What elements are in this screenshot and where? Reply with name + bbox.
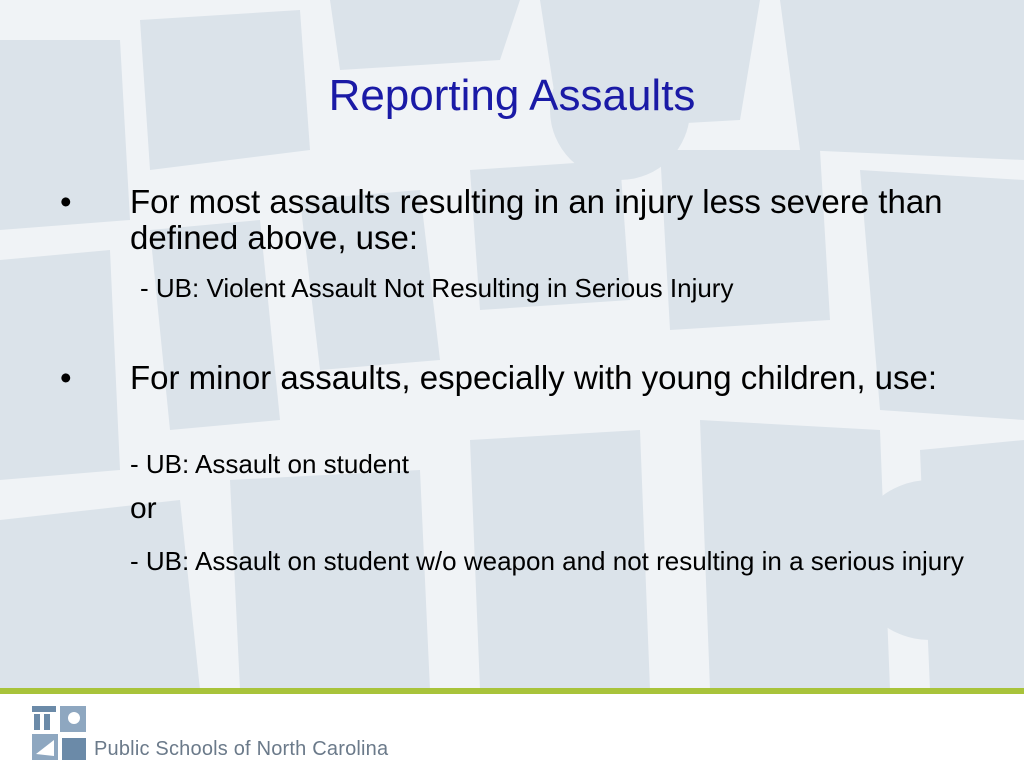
bullet-text: For most assaults resulting in an injury less severe than defined above, use: [130, 183, 943, 256]
bullet-marker: • [60, 183, 72, 220]
nc-schools-logo-icon [30, 704, 88, 762]
sub-item: - UB: Violent Assault Not Resulting in Serious Injury [140, 273, 734, 303]
bullet-marker: • [60, 359, 72, 396]
footer-divider [0, 688, 1024, 694]
sub-item: - UB: Assault on student w/o weapon and not resulting in a serious injury [130, 546, 964, 576]
or-separator: or [130, 492, 157, 525]
slide-title: Reporting Assaults [328, 71, 696, 120]
footer-organization: Public Schools of North Carolina [94, 738, 389, 760]
bullet-text: For minor assaults, especially with young children, use: [130, 359, 938, 396]
sub-item: - UB: Assault on student [130, 449, 409, 479]
